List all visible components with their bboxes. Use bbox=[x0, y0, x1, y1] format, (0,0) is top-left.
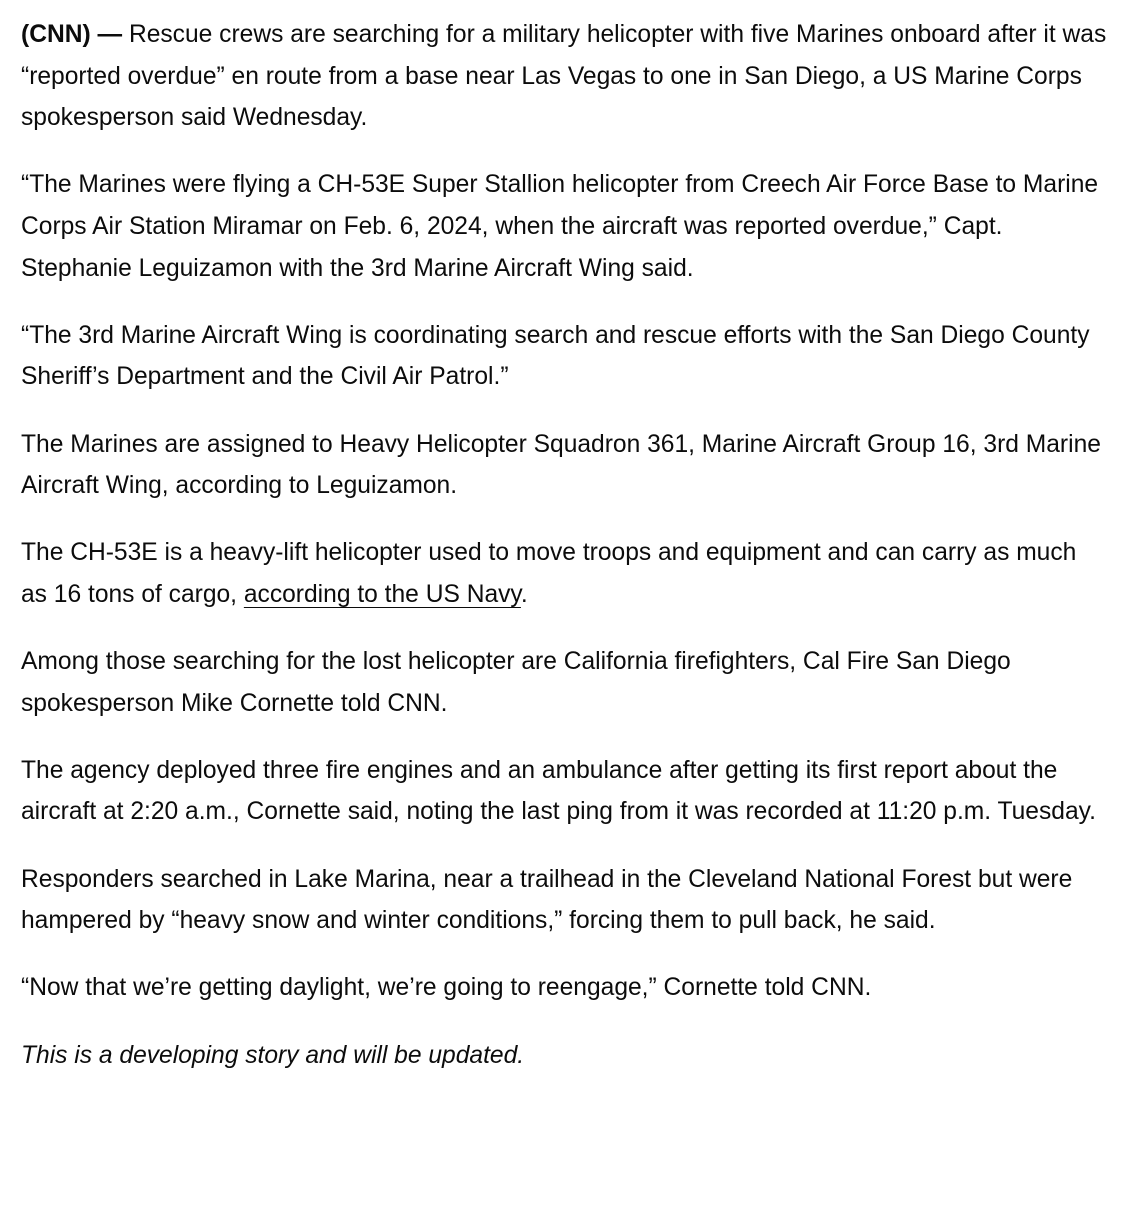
paragraph-5-text: The CH-53E is a heavy-lift helicopter used to move troops and equipment and can carry as much as 16 tons of cargo, bbox=[21, 539, 1077, 608]
paragraph-7: The agency deployed three fire engines and an ambulance after getting its first report about the aircraft at 2:20 a.m., Cornette said, noting the last ping from it was recorded at 11:20 p.m. Tuesday. bbox=[21, 756, 1096, 826]
paragraph-9: “Now that we’re getting daylight, we’re going to reengage,” Cornette told CNN. bbox=[21, 974, 872, 1002]
developing-story-note: This is a developing story and will be updated. bbox=[21, 1041, 525, 1069]
paragraph-1 bbox=[21, 14, 1107, 139]
paragraph-4: The Marines are assigned to Heavy Helicopter Squadron 361, Marine Aircraft Group 16, 3rd Marine Aircraft Wing, according to Leguizamon. bbox=[21, 430, 1101, 500]
paragraph-5 bbox=[21, 532, 1107, 615]
us-navy-link[interactable]: according to the US Navy bbox=[243, 580, 521, 608]
source-tag: (CNN) — bbox=[21, 21, 123, 48]
paragraph-2: “The Marines were flying a CH-53E Super Stallion helicopter from Creech Air Force Base to Marine Corps Air Station Miramar on Feb. 6, 2024, when the aircraft was reported overdue,” Capt. Stephanie Leguizamon with the 3rd Marine Aircraft Wing said. bbox=[21, 171, 1099, 282]
paragraph-3: “The 3rd Marine Aircraft Wing is coordinating search and rescue efforts with the San Diego County Sheriff’s Department and the Civil Air Patrol.” bbox=[21, 321, 1090, 391]
paragraph-6: Among those searching for the lost helicopter are California firefighters, Cal Fire San Diego spokesperson Mike Cornette told CNN. bbox=[21, 648, 1011, 717]
paragraph-5-end: . bbox=[520, 580, 528, 608]
paragraph-8: Responders searched in Lake Marina, near a trailhead in the Cleveland National Forest but were hampered by “heavy snow and winter conditions,” forcing them to pull back, he said. bbox=[21, 865, 1073, 935]
paragraph-1-text: Rescue crews are searching for a military helicopter with five Marines onboard after it was “reported overdue” en route from a base near Las Vegas to one in San Diego, a US Marine Corps spokesperson said Wednesday. bbox=[21, 21, 1107, 132]
article-body bbox=[21, 14, 1107, 1102]
